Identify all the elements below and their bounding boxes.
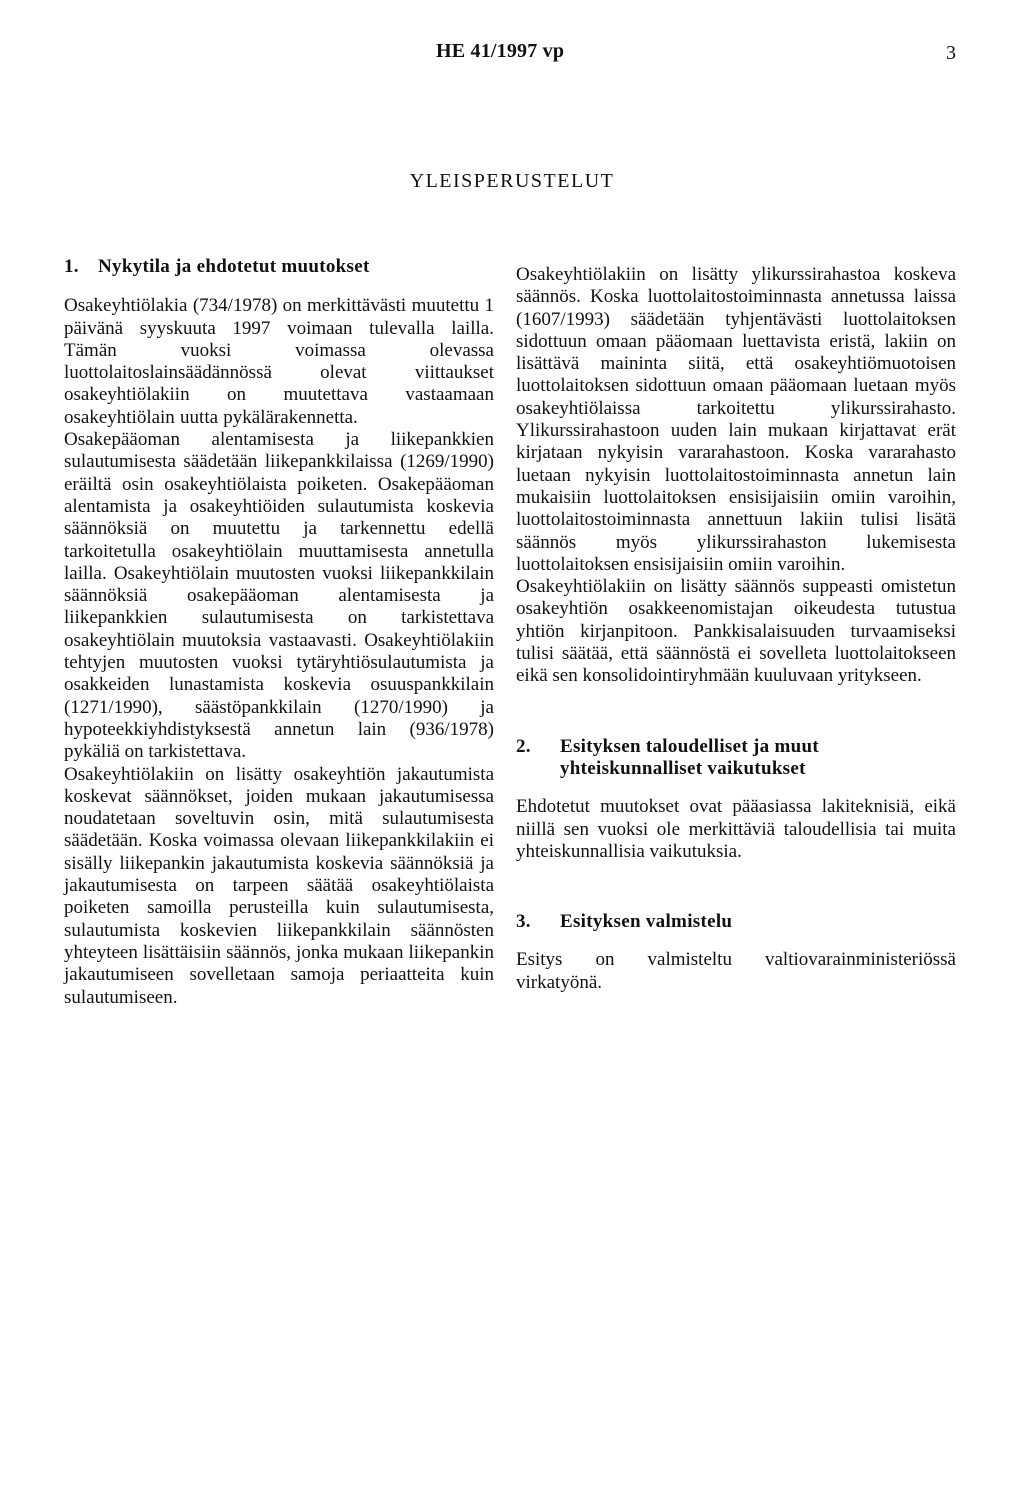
section-number: 3. — [516, 911, 531, 933]
page-number: 3 — [946, 42, 956, 64]
paragraph: Osakeyhtiölakia (734/1978) on merkittävästi muutettu 1 päivänä syyskuuta 1997 voimaan tulevalla lailla. Tämän vuoksi voimassa olevassa luottolaitoslainsäädännössä olevat viittaukset osakeyhtiölakiin on muutettava vastaamaan osakeyhtiölain uutta pykälärakennetta. — [64, 295, 494, 428]
section-3-heading — [516, 911, 956, 933]
section-heading-text: Esityksen valmistelu — [560, 911, 733, 933]
section-heading-text: Nykytila ja ehdotetut muutokset — [98, 256, 370, 277]
section-number: 1. — [64, 256, 79, 277]
paragraph: Ehdotetut muutokset ovat pääasiassa lakiteknisiä, eikä niillä sen vuoksi ole merkittäviä taloudellisia tai muita yhteiskunnallisia vaikutuksia. — [516, 796, 956, 862]
running-head: HE 41/1997 vp — [436, 40, 565, 62]
paragraph: Esitys on valmisteltu valtiovarainministeriössä virkatyönä. — [516, 949, 956, 993]
section-number: 2. — [516, 735, 531, 757]
section-title: YLEISPERUSTELUT — [409, 170, 615, 192]
section-1-heading — [64, 256, 494, 278]
paragraph: Osakepääoman alentamisesta ja liikepankkien sulautumisesta säädetään liikepankkilaissa (1269/1990) eräiltä osin osakeyhtiölaista poiketen. Osakepääoman alentamista ja osakeyhtiöiden sulautumista koskevia säännöksiä on muutettu ja tarkennettu edellä tarkoitetulla osakeyhtiölain muuttamisesta annetulla lailla. Osakeyhtiölain muutosten vuoksi liikepankkilain säännöksiä osakepääoman alentamisesta ja liikepankkien sulautumisesta on tarkistettava osakeyhtiölain muutoksia vastaavasti. Osakeyhtiölakiin tehtyjen muutosten vuoksi tytäryhtiösulautumista ja osakkeiden lunastamista koskevia osuuspankkilain (1271/1990), säästöpankkilain (1270/1990) ja hypoteekkiyhdistyksestä annetun lain (936/1978) pykäliä on tarkistettava. — [64, 429, 494, 763]
paragraph: Osakeyhtiölakiin on lisätty ylikurssirahastoa koskeva säännös. Koska luottolaitostoiminnasta annetussa laissa (1607/1993) säädetään tyhjentävästi luottolaitoksen sidottuun omaan pääomaan luettavista eristä, lakiin on lisättävä maininta siitä, että osakeyhtiömuotoisen luottolaitoksen sidottuun omaan pääomaan luetaan myös osakeyhtiölaissa tarkoitettu ylikurssirahasto. Ylikurssirahastoon uuden lain mukaan kirjattavat erät kirjataan nykyisin vararahastoon. Koska vararahasto luetaan nykyisin luottolaitostoiminnasta annetun lain mukaisiin luottolaitoksen ensisijaisiin omiin varoihin, luottolaitostoiminnasta annettuun lakiin tulisi lisätä säännös myös ylikurssirahaston lukemisesta luottolaitoksen ensisijaisiin omiin varoihin. — [516, 264, 956, 575]
section-2-heading — [516, 736, 956, 781]
paragraph: Osakeyhtiölakiin on lisätty säännös suppeasti omistetun osakeyhtiön osakkeenomistajan oikeudesta tutustua yhtiön kirjanpitoon. Pankkisalaisuuden turvaamiseksi tulisi säätää, että säännöstä ei sovelleta luottolaitokseen eikä sen konsolidointiryhmään kuuluvaan yritykseen. — [516, 576, 956, 687]
paragraph: Osakeyhtiölakiin on lisätty osakeyhtiön jakautumista koskevat säännökset, joiden mukaan jakautumisessa noudatetaan soveltuvin osin, mitä sulautumisesta säädetään. Koska voimassa olevaan liikepankkilakiin ei sisälly liikepankin jakautumista koskevia säännöksiä ja jakautumisesta on tarpeen säätää osakeyhtiölaista poiketen samoilla perusteilla kuin sulautumisesta, sulautumista koskevien liikepankkilain säännösten yhteyteen lisättäisiin säännös, jonka mukaan liikepankin jakautumiseen sovelletaan samoja periaatteita kuin sulautumiseen. — [64, 763, 494, 1008]
right-column — [516, 264, 956, 994]
left-column — [64, 256, 494, 1009]
section-heading-text: Esityksen taloudelliset ja muut yhteiskunnalliset vaikutukset — [560, 735, 819, 779]
